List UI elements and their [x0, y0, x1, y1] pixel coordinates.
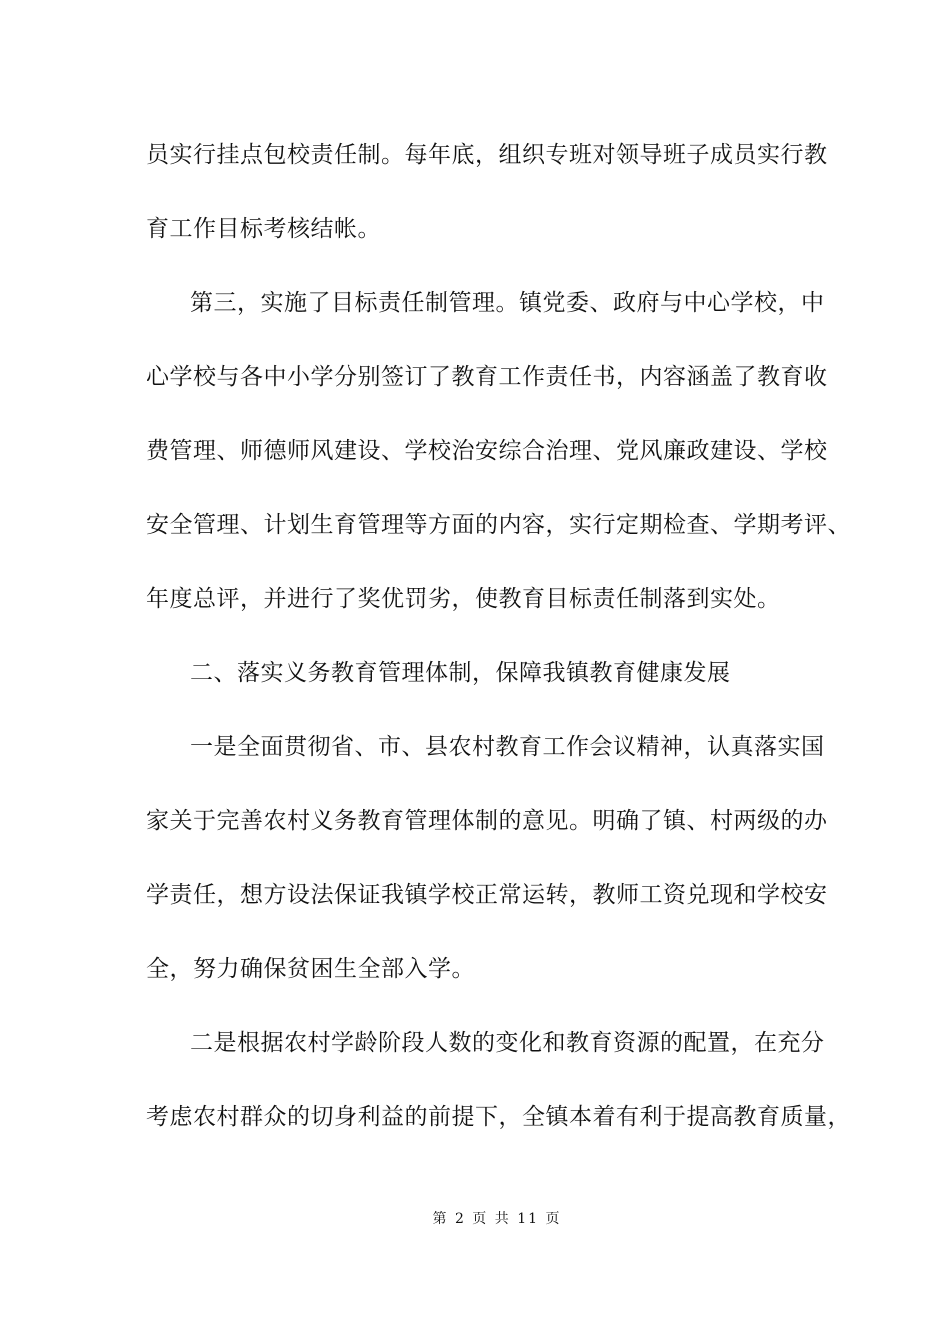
paragraph-start-line: 第三，实施了目标责任制管理。镇党委、政府与中心学校，中 — [190, 290, 825, 316]
text-line: 育工作目标考核结帐。 — [146, 216, 381, 242]
text-line: 安全管理、计划生育管理等方面的内容，实行定期检查、学期考评、 — [146, 512, 851, 538]
section-heading: 二、落实义务教育管理体制，保障我镇教育健康发展 — [190, 660, 731, 686]
text-line: 心学校与各中小学分别签订了教育工作责任书，内容涵盖了教育收 — [146, 364, 828, 390]
paragraph-start-line: 一是全面贯彻省、市、县农村教育工作会议精神，认真落实国 — [190, 734, 825, 760]
text-line: 员实行挂点包校责任制。每年底，组织专班对领导班子成员实行教 — [146, 142, 828, 168]
text-line: 年度总评，并进行了奖优罚劣，使教育目标责任制落到实处。 — [146, 586, 781, 612]
text-line: 家关于完善农村义务教育管理体制的意见。明确了镇、村两级的办 — [146, 808, 828, 834]
text-line: 考虑农村群众的切身利益的前提下，全镇本着有利于提高教育质量， — [146, 1104, 851, 1130]
text-line: 全，努力确保贫困生全部入学。 — [146, 956, 475, 982]
page-number-footer: 第 2 页 共 11 页 — [432, 1211, 562, 1227]
paragraph-start-line: 二是根据农村学龄阶段人数的变化和教育资源的配置，在充分 — [190, 1030, 825, 1056]
text-line: 学责任，想方设法保证我镇学校正常运转，教师工资兑现和学校安 — [146, 882, 828, 908]
text-line: 费管理、师德师风建设、学校治安综合治理、党风廉政建设、学校 — [146, 438, 828, 464]
